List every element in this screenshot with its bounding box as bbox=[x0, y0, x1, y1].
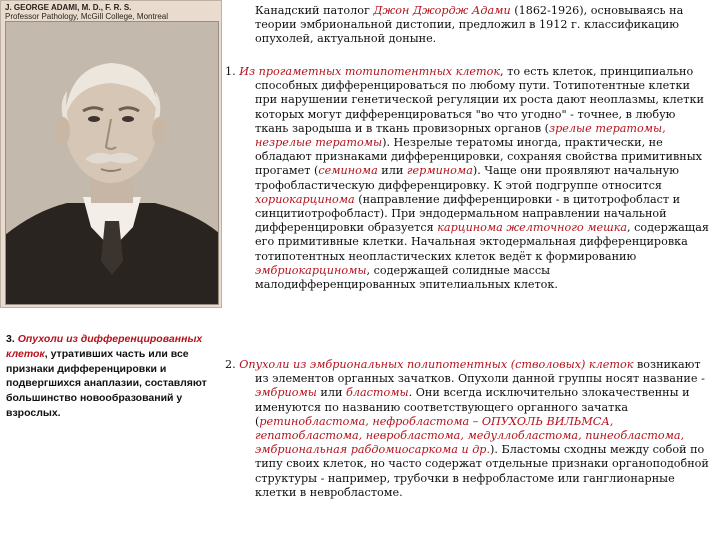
item-text: или bbox=[316, 386, 346, 400]
item-text: . Они всегда исключительно злокачественны и именуются по названию соответствующего органного зачатка ( bbox=[255, 386, 690, 428]
item-heading: Опухоли из дифференцированных клеток bbox=[6, 333, 203, 360]
intro-text-cont: (1862-1926), основываясь на теории эмбриональной дистопии, предложил в 1912 г. классификацию опухолей, актуальной доныне. bbox=[255, 4, 684, 46]
item-text: , то есть клеток, принципиально способных дифференцироваться по любому пути. Тотипотентные клетки при нарушении генетической регуляции их роста дают неоплазмы, клетки которых могут дифференцироваться "во что угодно" - точнее, в любую ткань зародыша и в ткань провизорных органов ( bbox=[255, 65, 704, 135]
item-text: ). Чаще они проявляют начальную трофобластическую дифференцировку. К этой подгруппе относится bbox=[255, 164, 679, 192]
term-blastoma-list: ретинобластома, нефробластома – ОПУХОЛЬ ВИЛЬМСА, гепатобластома, невробластома, медуллобластома, пинеобластома, эмбриональная рабдомиосаркома и др. bbox=[255, 414, 685, 457]
item-number: 3. bbox=[6, 333, 18, 345]
item-number: 1. bbox=[225, 65, 240, 78]
term-teratomas: зрелые тератомы, незрелые тератомы bbox=[255, 121, 666, 150]
photo-caption-position: Professor Pathology, McGill College, Montreal bbox=[5, 12, 169, 21]
term-embryocarcinoma: эмбриокарциномы bbox=[255, 263, 367, 277]
item-text: , содержащая его примитивные клетки. Начальная эктодермальная дифференцировка тотипотентных неопластических клеток ведёт к формированию bbox=[255, 221, 709, 263]
item-heading: Из прогаметных тотипотентных клеток bbox=[239, 65, 501, 78]
item-text: ). Бластомы сходны между собой по типу своих клеток, но часто содержат отдельные признаки органоподобной структуры - например, трубочки в нефробластоме или ганглионарные клетки в невробластоме. bbox=[255, 443, 709, 499]
item-heading: Опухоли из эмбриональных полипотентных (стволовых) клеток bbox=[239, 358, 634, 371]
term-germinoma: герминома bbox=[406, 164, 473, 178]
term-choriocarcinoma: хориокарцинома bbox=[255, 192, 355, 206]
photo-caption bbox=[5, 3, 219, 21]
term-blastomas: бластомы bbox=[346, 386, 409, 400]
term-seminoma: семинома bbox=[318, 164, 378, 178]
portrait-image bbox=[5, 21, 219, 305]
item-text: , утративших часть или все признаки дифференцировки и подвергшихся анаплазии, составляют большинство новообразований у взрослых. bbox=[6, 347, 207, 419]
item-text: , содержащей солидные массы малодифференцированных эпителиальных клеток. bbox=[255, 263, 558, 292]
item-text: или bbox=[377, 164, 407, 178]
adami-name: Джон Джордж Адами bbox=[373, 4, 511, 17]
item-number: 2. bbox=[225, 358, 240, 371]
term-embryomas: эмбриомы bbox=[255, 386, 317, 400]
photo-caption-name: J. GEORGE ADAMI, M. D., F. R. S. bbox=[5, 3, 132, 12]
item-text: (направление дифференцировки - в цитотрофобласт и синцитиотрофобласт). При эндодермальном направлении начальной дифференцировки образуется bbox=[255, 192, 681, 235]
term-yolk-sac-carcinoma: карцинома желточного мешка bbox=[437, 221, 628, 235]
classification-item-1 bbox=[225, 65, 712, 292]
intro-text: Канадский патолог bbox=[255, 4, 374, 17]
item-text: возникают из элементов органных зачатков. Опухоли данной группы носят название - bbox=[255, 358, 705, 386]
classification-item-3 bbox=[6, 332, 214, 421]
intro-paragraph bbox=[255, 4, 710, 47]
classification-item-2 bbox=[225, 358, 712, 500]
item-text: ). Незрелые тератомы иногда, практически, не обладают признаками дифференцировки, сохраняя свойства примитивных прогамет ( bbox=[255, 136, 702, 178]
adami-portrait-photo bbox=[0, 0, 222, 308]
